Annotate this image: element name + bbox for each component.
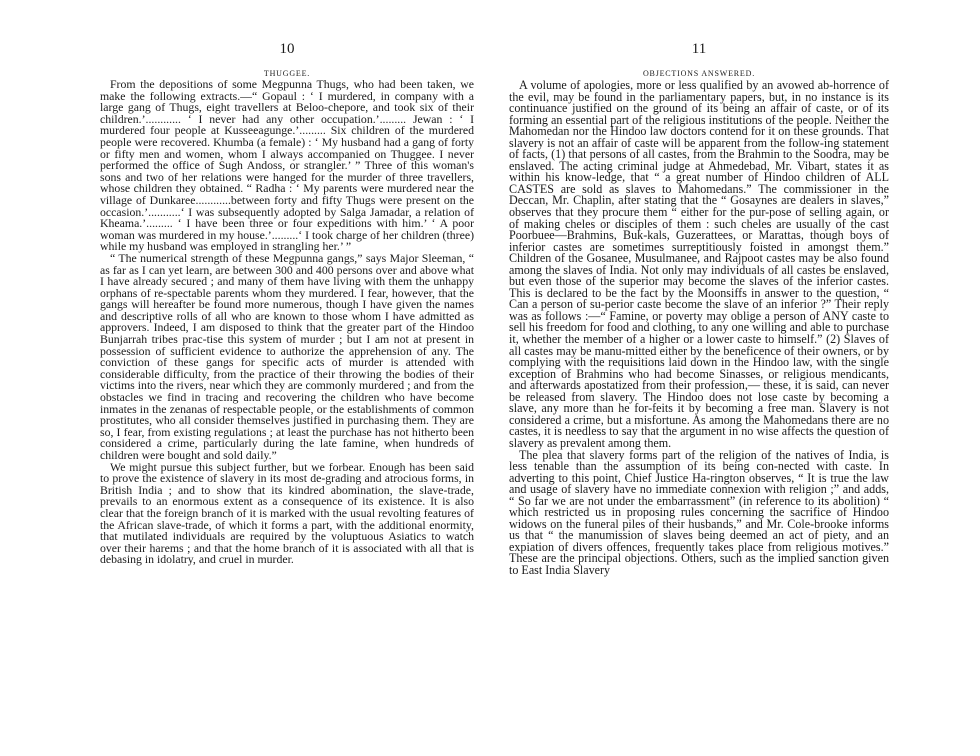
page-body	[100, 79, 474, 566]
page-body	[509, 80, 889, 577]
paragraph: The plea that slavery forms part of the religion of the natives of India, is less tenable than the assumption of its being con-nected with caste. In adverting to this point, Chief Justice Ha-rington observes, “ It is true the law and usage of slavery have no immediate connexion with religion ;” and adds, “ So far we are not under the embarrassment” (in reference to its abolition) “ which restricted us in proposing rules concerning the sacrifice of Hindoo widows on the funeral piles of their husbands,” and Mr. Cole-brooke informs us that “ the manumission of slaves being deemed an act of piety, and an expiation of divers offences, frequently takes place from religious motives.” These are the principal objections. Others, such as the implied sanction given to East India Slavery	[509, 447, 889, 577]
running-head: THUGGEE.	[263, 69, 311, 78]
running-head: OBJECTIONS ANSWERED.	[642, 69, 755, 78]
paragraph: From the depositions of some Megpunna Thugs, who had been taken, we make the following extracts.—“ Gopaul : ‘ I murdered, in company with a large gang of Thugs, eight travellers at Beloo-chepore, and took six of their children.’............ ‘ I never had any other occupation.’......... Jewan : ‘ I murdered four people at Kusseeagunge.’......... Six children of the murdered people were recovered. Khumba (a female) : ‘ My husband had a gang of forty or fifty men and women, whom I always accompanied on Thuggee. I never performed the office of Sugh Andoss, or strangler.’ ” Three of this woman's sons and two of her relations were hanged for the murder of three travellers, whose children they obtained. “ Radha : ‘ My parents were murdered near the village of Dunkaree............between forty and fifty Thugs were present on the occasion.’...........‘ I was subsequently adopted by Salga Jamadar, a relation of Kheama.’......... ‘ I have been three or four expeditions with him.’ ‘ A poor woman was murdered in my house.’.........‘ I took charge of her children (three) while my husband was employed in strangling her.’ ”	[100, 77, 474, 254]
paragraph: We might pursue this subject further, but we forbear. Enough has been said to prove the existence of slavery in its most de-grading and atrocious forms, in British India ; and to show that its kindred abomination, the slave-trade, prevails to an enormous extent as a consequence of its existence. It is also clear that the foreign branch of it is marked with the usual revolting features of the African slave-trade, of which it forms a part, with the additional enormity, that mutilated individuals are required by the voluptuous Asiatics to watch over their harems ; and that the home branch of it is associated with all that is debasing in idolatry, and cruel in murder.	[100, 459, 474, 567]
left-page	[100, 42, 474, 566]
paragraph: “ The numerical strength of these Megpunna gangs,” says Major Sleeman, “ as far as I can yet learn, are between 300 and 400 persons over and above what I have already secured ; and many of them have living with them the unhappy orphans of re-spectable parents whom they murdered. I fear, however, that the gangs will hereafter be found more numerous, though I have given the names and descriptive rolls of all who are known to those whom I have admitted as approvers. Indeed, I am disposed to think that the greater part of the Hindoo Bunjarrah tribes prac-tise this system of murder ; but I am not at present in possession of sufficient evidence to authorize the apprehension of any. The conviction of these gangs for specific acts of murder is attended with considerable difficulty, from the practice of their throwing the bodies of their victims into the rivers, near which they are commonly murdered ; and from the obstacles we find in tracing and recovering the children who have become inmates in the zenanas of respectable people, or the establishments of common prostitutes, who all consider themselves justified in purchasing them. They are so, I fear, from existing regulations ; at least the purchase has not hitherto been considered a crime, particularly during the late famine, when hundreds of children were bought and sold daily.”	[100, 250, 474, 462]
right-page	[509, 42, 889, 577]
page-number: 10	[279, 41, 295, 57]
paragraph: A volume of apologies, more or less qualified by an avowed ab-horrence of the evil, may be found in the parliamentary papers, but, in no instance is its continuance justified on the ground of its being an affair of caste, or of its forming an essential part of the religious institutions of the people. Neither the Mahomedan nor the Hindoo law doctors contend for it on these grounds. That slavery is not an affair of caste will be apparent from the follow-ing statement of facts, (1) that persons of all castes, from the Brahmin to the Soodra, may be enslaved. The acting criminal judge at Ahmedebad, Mr. Vibart, states it as within his know-ledge, that “ a great number of Hindoo children of ALL CASTES are sold as slaves to Mahomedans.” The commissioner in the Deccan, Mr. Chaplin, after stating that the “ Gosaynes are dealers in slaves,” observes that they procure them “ either for the pur-pose of selling again, or of making cheles or disciples of them : such cheles are usually of the cast Poorbuee—Brahmins, Buk-kals, Guzerattees, or Marattas, though boys of inferior castes are sometimes surreptitiously foisted in amongst them.” Children of the Gosanee, Musulmanee, and Rajpoot castes may be also found among the slaves of India. Not only may individuals of all castes be enslaved, but even those of the superior may become the slaves of the inferior castes. This is declared to be the fact by the Moonsiffs in answer to the question, “ Can a person of su-perior caste become the slave of an inferior ?” Their reply was as follows :—“ Famine, or poverty may oblige a person of ANY caste to sell his freedom for food and clothing, to any one willing and able to purchase it, whether the member of a higher or a lower caste to himself.” (2) Slaves of all castes may be manu-mitted either by the beneficence of their owners, or by complying with the requisitions laid down in the Hindoo law, with the single exception of Brahmins who had become Sinasses, or religious mendicants, and afterwards apostatized from their profession,— these, it is said, can never be released from slavery. The Hindoo does not lose caste by becoming a slave, any more than he for-feits it by becoming a free man. Slavery is not considered a crime, but a misfortune. As among the Mahomedans there are no castes, it is needless to say that the argument in no wise affects the question of slavery as prevalent among them.	[509, 78, 889, 450]
page-number: 11	[691, 41, 707, 57]
